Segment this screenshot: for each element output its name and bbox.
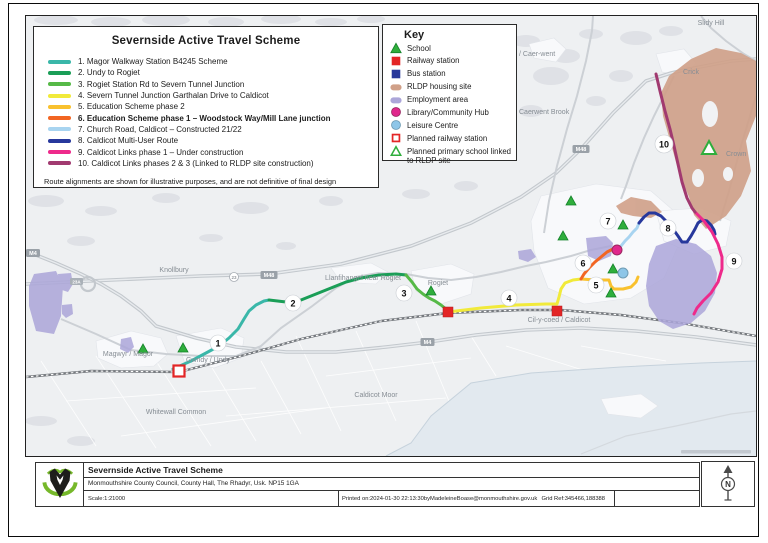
footer-empty-cell [615,491,699,506]
route-swatch-icon [48,139,71,143]
key-item-label: Planned railway station [407,133,488,143]
legend-route-row-9 [48,146,378,157]
north-arrow-icon [716,464,740,504]
legend-route-row-2 [48,67,378,78]
footer-grid-ref: Grid Ref:345466,188388 [541,496,605,502]
route-badge-10: 10 [658,139,670,150]
label-cil-y-coed: Cil-y-coed / Caldicot [527,317,591,324]
key-item-1 [390,42,511,54]
m48-shield: M48 [575,147,587,153]
label-crick: Crick [683,69,699,76]
council-logo-icon [40,465,80,505]
legend-route-row-3 [48,79,378,90]
north-label: N [725,480,731,489]
key-item-8 [390,132,511,144]
legend-route-label: 5. Education Scheme phase 2 [78,102,185,112]
footer-bottom-row [84,491,699,506]
key-box [382,24,517,165]
label-slidy-hill: Slidy Hill [697,20,725,27]
logo-cell [36,463,84,506]
route-swatch-icon [48,71,71,75]
route-badge-9: 9 [731,256,737,267]
route-badge-7: 7 [605,216,611,227]
key-items [390,42,511,165]
legend-box [33,26,379,188]
route-badge-6: 6 [580,258,586,269]
north-arrow-box [701,461,755,507]
route-swatch-icon [48,82,71,86]
route-badge-8: 8 [665,223,671,234]
key-item-2 [390,55,511,67]
key-title: Key [404,29,425,41]
key-item-3 [390,68,511,80]
route-swatch-icon [48,94,71,98]
leisure-centre-icon [618,268,628,278]
leisure-centre-icon [390,119,402,131]
planned-railway-station-icon [174,366,185,377]
legend-route-label: 2. Undy to Rogiet [78,68,140,78]
key-item-label: School [407,43,431,53]
footer-title: Severnside Active Travel Scheme [84,463,699,478]
legend-route-row-4 [48,90,378,101]
m48-shield: M48 [263,273,275,279]
route-badge-2: 2 [290,298,296,309]
planned-railway-station-icon [390,132,402,144]
legend-route-row-5 [48,101,378,112]
railway-station-icon [390,55,402,67]
library-community-hub-icon [612,245,622,255]
legend-note: Route alignments are shown for illustrative purposes, and are not definitive of final design [44,176,337,186]
legend-route-row-6 [48,112,378,123]
key-item-label: Railway station [407,56,460,66]
legend-route-label: 1. Magor Walkway Station B4245 Scheme [78,57,228,67]
legend-route-label: 8. Caldicot Multi-User Route [78,136,179,146]
route-swatch-icon [48,116,71,120]
junction-23-marker: 23 [231,275,237,280]
m4-shield: M4 [423,340,432,346]
key-item-label: Library/Community Hub [407,107,489,117]
label-caldicot-moor: Caldicot Moor [354,392,398,399]
legend-route-label: 10. Caldicot Links phases 2 & 3 (Linked to RLDP site construction) [78,158,314,168]
key-item-4 [390,81,511,93]
legend-route-row-1 [48,56,378,67]
m4-shield: M4 [29,251,37,257]
railway-station-icon [552,306,562,316]
key-item-7 [390,119,511,131]
planned-primary-school-icon [390,145,402,157]
legend-route-row-10 [48,158,378,169]
key-item-6 [390,106,511,118]
footer-printed-on: Printed on:2024-01-30 22:13:30byMadeleineBoase@monmouthshire.gov.uk [342,496,538,502]
label-llanfihangel: Llanfihangel near Rogiet [325,275,401,282]
label-knollbury: Knollbury [159,267,189,274]
legend-route-row-7 [48,124,378,135]
legend-title: Severnside Active Travel Scheme [111,35,301,47]
map-frame [25,15,757,457]
junction-23a-shield: 23A [72,279,81,285]
railway-station-icon [443,307,453,317]
key-item-label: Leisure Centre [407,120,459,130]
label-crown: Crown [726,151,747,158]
label-whitewall-common: Whitewall Common [145,409,207,416]
footer-address: Monmouthshire County Council, County Hall, The Rhadyr, Usk. NP15 1GA [84,478,699,491]
route-swatch-icon [48,105,71,109]
footer-table [35,462,700,507]
school-icon [390,42,402,54]
key-item-label: Employment area [407,95,469,105]
legend-route-label: 4. Severn Tunnel Junction Garthalan Drive to Caldicot [78,91,269,101]
legend-route-row-8 [48,135,378,146]
key-item-label: Planned primary school linked to RLDP site [407,146,512,165]
route-badge-1: 1 [215,338,221,349]
route-swatch-icon [48,161,71,165]
key-item-5 [390,94,511,106]
label-undy: Gwndy / Undy [186,357,230,364]
route-badge-5: 5 [593,280,599,291]
copyright-smudge [681,450,751,454]
employment-area-icon [390,94,402,106]
route-swatch-icon [48,127,71,131]
footer-scale: Scale:1:21000 [84,491,339,506]
label-caer-went: / Caer-went [519,51,556,58]
key-item-9 [390,145,511,165]
route-swatch-icon [48,150,71,154]
route-badge-3: 3 [401,288,407,299]
route-swatch-icon [48,60,71,64]
legend-routes [48,56,378,169]
label-magor: Magwyr / Magor [102,351,154,358]
route-badge-4: 4 [506,293,512,304]
legend-route-label: 3. Rogiet Station Rd to Severn Tunnel Junction [78,79,245,89]
library-community-hub-icon [390,106,402,118]
rldp-housing-site-icon [390,81,402,93]
legend-route-label: 7. Church Road, Caldicot – Constructed 21/22 [78,124,242,134]
bus-station-icon [390,68,402,80]
label-caerwent-brook: Caerwent Brook [519,109,570,116]
key-item-label: RLDP housing site [407,82,472,92]
footer-main [84,463,699,506]
legend-route-label: 9. Caldicot Links phase 1 – Under construction [78,147,244,157]
key-item-label: Bus station [407,69,446,79]
footer-printed-cell [339,491,615,506]
legend-route-label: 6. Education Scheme phase 1 – Woodstock Way/Mill Lane junction [78,113,331,123]
label-rogiet: Rogiet [427,280,449,287]
